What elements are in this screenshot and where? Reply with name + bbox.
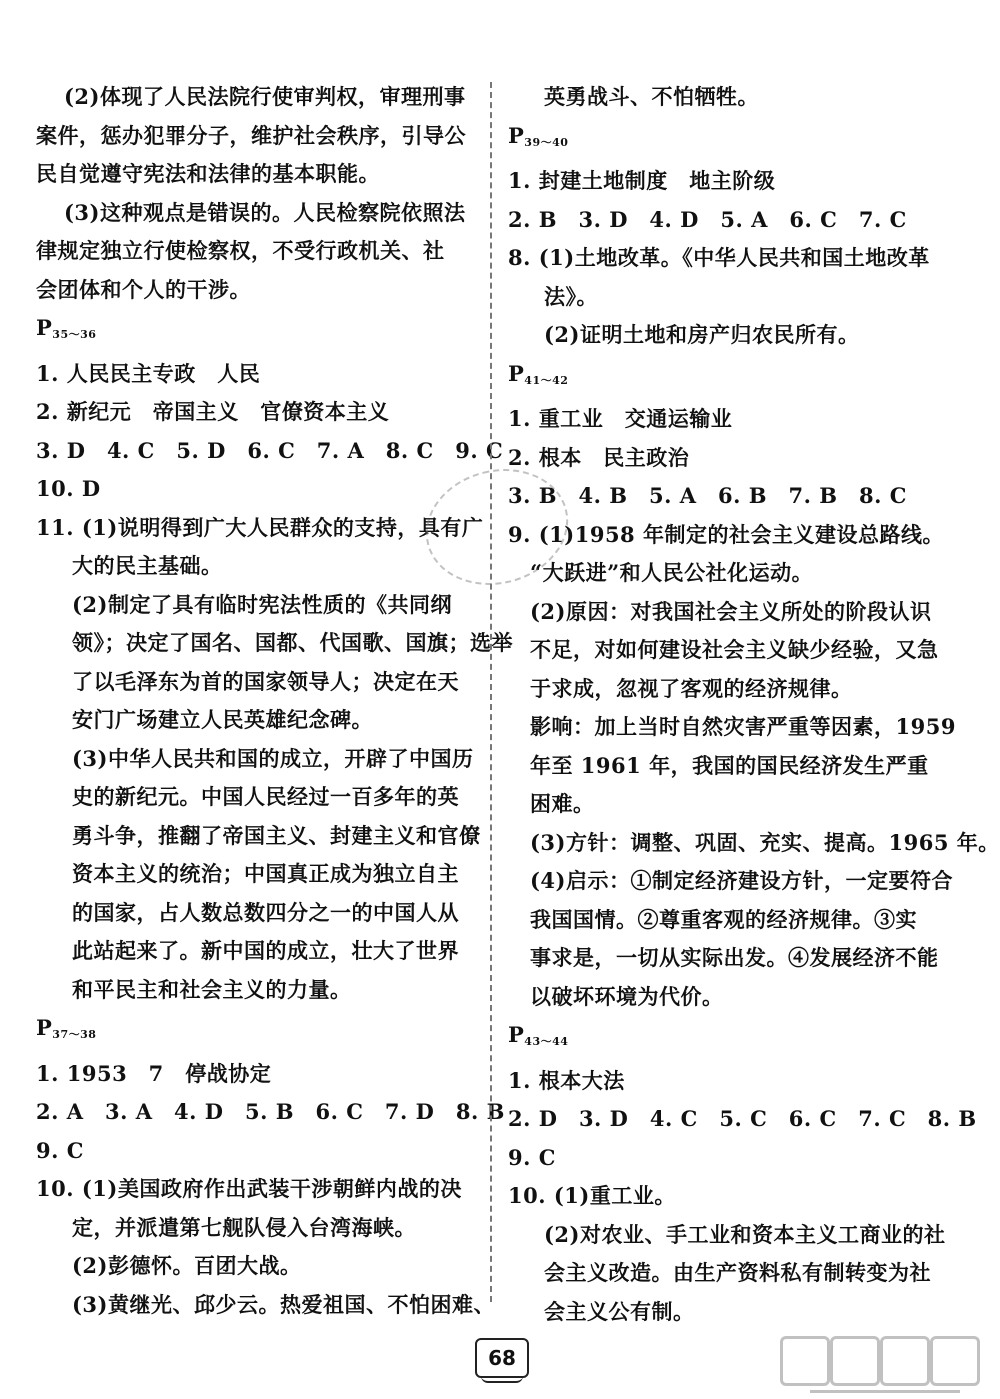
answer-line: 案件，惩办犯罪分子，维护社会秩序，引导公 [36,122,466,148]
answer-line: (4)启示：①制定经济建设方针，一定要符合 [530,868,953,893]
answer-line: 10. (1)重工业。 [508,1183,676,1208]
answer-line: (3)这种观点是错误的。人民检察院依照法 [64,199,466,225]
answer-line: 和平民主和社会主义的力量。 [72,976,352,1002]
answer-line: 1. 根本大法 [508,1067,625,1093]
section-heading: $P_{43\sim 44}$ [508,1022,569,1048]
answer-line: 法》。 [544,283,598,309]
answer-line: 资本主义的统治；中国真正成为独立自主 [72,861,459,886]
answer-line: 8. (1)土地改革。《中华人民共和国土地改革 [508,245,930,270]
answer-line: 2. D 3. D 4. C 5. C 6. C 7. C 8. B [508,1106,977,1131]
answer-line: 大的民主基础。 [72,553,223,578]
answer-line: 1. 人民民主专政 人民 [36,360,261,386]
answer-line: 此站起来了。新中国的成立，壮大了世界 [72,938,459,963]
answer-line: 10. (1)美国政府作出武装干涉朝鲜内战的决 [36,1176,462,1201]
answer-line: (2)原因：对我国社会主义所处的阶段认识 [530,598,932,624]
answer-line: 2. A 3. A 4. D 5. B 6. C 7. D 8. B [36,1099,505,1124]
answer-line: 1. 封建土地制度 地主阶级 [508,168,776,193]
answer-line: “大跃进”和人民公社化运动。 [530,560,814,585]
answer-line: (3)方针：调整、巩固、充实、提高。1965 年。 [530,829,1000,855]
answer-line: (3)黄继光、邱少云。热爱祖国、不怕困难、 [72,1291,495,1317]
answer-line: 勇斗争，推翻了帝国主义、封建主义和官僚 [72,822,481,848]
answer-line: 安门广场建立人民英雄纪念碑。 [72,707,373,732]
answer-line: 以破坏环境为代价。 [530,983,724,1009]
section-heading: $P_{37\sim 38}$ [36,1015,97,1041]
answer-line: 9. (1)1958 年制定的社会主义建设总路线。 [508,521,944,547]
answer-line: 2. 新纪元 帝国主义 官僚资本主义 [36,399,390,424]
answer-line: 9. C [508,1144,556,1170]
answer-line: 9. C [36,1137,84,1163]
answer-line: 1. 重工业 交通运输业 [508,406,733,431]
answer-line: (3)中华人民共和国的成立，开辟了中国历 [72,745,474,771]
section-heading: $P_{35\sim 36}$ [36,315,97,341]
answer-line: 影响：加上当时自然灾害严重等因素，1959 [530,714,956,739]
answer-line: 3. D 4. C 5. D 6. C 7. A 8. C 9. C [36,437,504,463]
answer-line: 的国家，占人数总数四分之一的中国人从 [72,899,459,925]
column-divider [490,82,492,1302]
answer-line: 事求是，一切从实际出发。④发展经济不能 [530,945,939,970]
right-column [508,78,1000,1331]
answer-line: 不足，对如何建设社会主义缺少经验，又急 [530,637,939,662]
answer-line: 会团体和个人的干涉。 [36,276,251,302]
answer-line: 10. D [36,476,101,501]
answer-line: 了以毛泽东为首的国家领导人；决定在天 [72,668,459,694]
answer-line: (2)彭德怀。百团大战。 [72,1253,302,1278]
answer-line: 年至 1961 年，我国的国民经济发生严重 [530,752,929,778]
page-number: 68 [475,1338,529,1378]
answer-line: 定，并派遣第七舰队侵入台湾海峡。 [72,1214,416,1240]
answer-line: (2)证明土地和房产归农民所有。 [544,322,860,347]
left-column [36,78,513,1324]
answer-line: 民自觉遵守宪法和法律的基本职能。 [36,161,380,186]
answer-line: 会主义公有制。 [544,1298,695,1324]
answer-line: 会主义改造。由生产资料私有制转变为社 [544,1260,931,1285]
answer-line: 困难。 [530,791,595,816]
answer-line: 1. 1953 7 停战协定 [36,1060,272,1086]
corner-watermark-logo [780,1336,980,1392]
answer-line: 律规定独立行使检察权，不受行政机关、社 [36,238,445,263]
answer-line: 3. B 4. B 5. A 6. B 7. B 8. C [508,483,907,508]
answer-line: 英勇战斗、不怕牺牲。 [544,84,759,109]
answer-line: 史的新纪元。中国人民经过一百多年的英 [72,784,459,809]
answer-line: (2)体现了人民法院行使审判权，审理刑事 [64,84,466,109]
answer-line: 领》；决定了国名、国都、代国歌、国旗；选举 [72,630,513,655]
answer-line: (2)制定了具有临时宪法性质的《共同纲 [72,591,452,617]
section-heading: $P_{39\sim 40}$ [508,122,569,149]
section-heading: $P_{41\sim 42}$ [508,360,569,387]
answer-line: 2. 根本 民主政治 [508,444,690,470]
answer-line: 于求成，忽视了客观的经济规律。 [530,675,853,701]
answer-line: (2)对农业、手工业和资本主义工商业的社 [544,1221,946,1247]
answer-line: 2. B 3. D 4. D 5. A 6. C 7. C [508,206,907,232]
answer-line: 11. (1)说明得到广大人民群众的支持，具有广 [36,514,484,540]
answer-line: 我国国情。②尊重客观的经济规律。③实 [530,906,917,932]
